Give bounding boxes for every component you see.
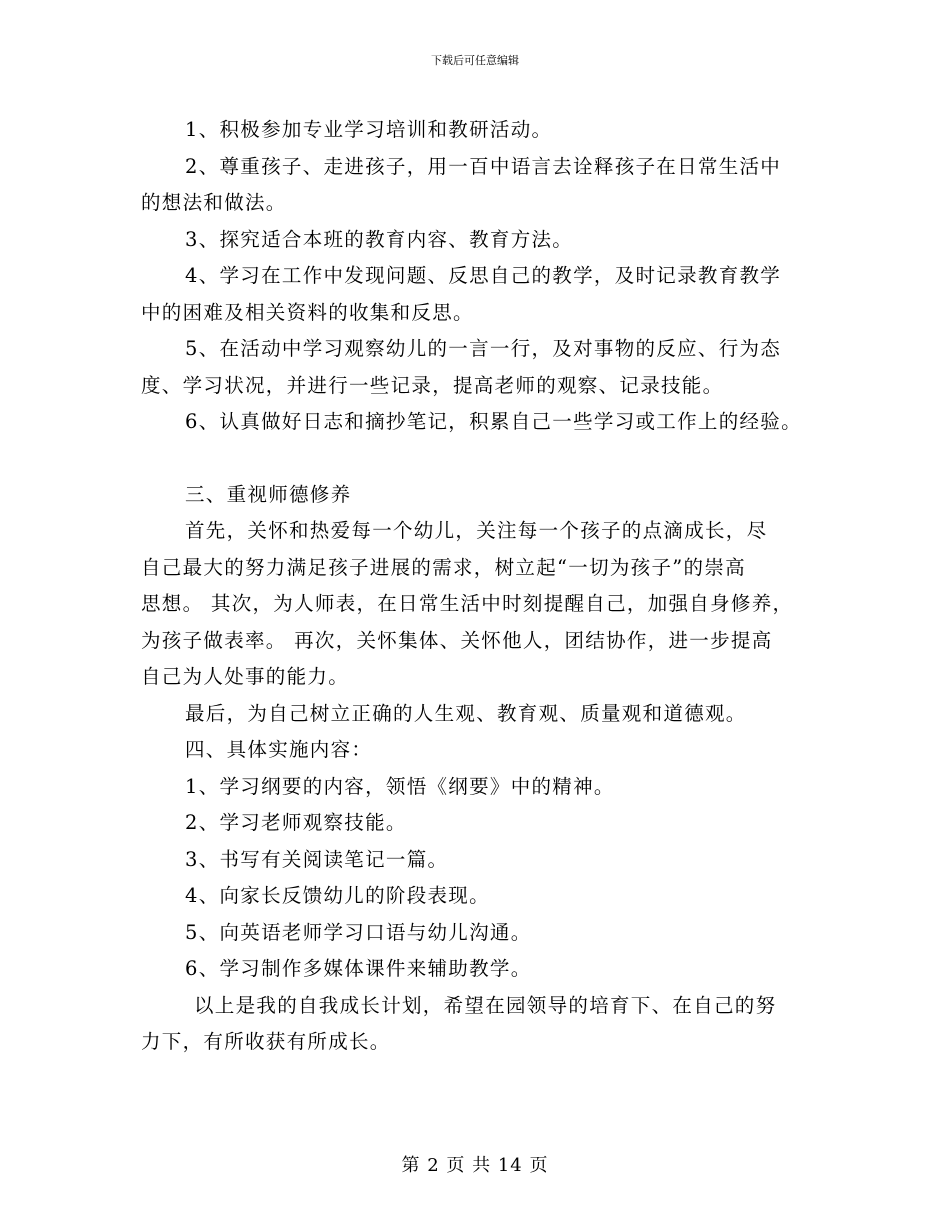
list-item: 1、积极参加专业学习培训和教研活动。 bbox=[185, 118, 553, 141]
paragraph-line: 自己为人处事的能力。 bbox=[141, 665, 350, 688]
page-header: 下载后可任意编辑 bbox=[431, 54, 519, 67]
closing-paragraph: 力下，有所收获有所成长。 bbox=[141, 1030, 391, 1053]
list-item-continuation: 的想法和做法。 bbox=[141, 191, 287, 214]
paragraph-gap bbox=[141, 441, 831, 477]
section-heading: 三、重视师德修养 bbox=[185, 482, 352, 506]
paragraph-line: 自己最大的努力满足孩子进展的需求，树立起“一切为孩子”的崇高 bbox=[141, 555, 746, 579]
list-item-continuation: 中的困难及相关资料的收集和反思。 bbox=[141, 300, 474, 324]
page-number-footer: 第 2 页 共 14 页 bbox=[401, 1155, 549, 1176]
paragraph-line: 最后，为自己树立正确的人生观、教育观、质量观和道德观。 bbox=[185, 701, 747, 725]
document-body bbox=[141, 112, 831, 1061]
paragraph-line: 首先，关怀和热爱每一个幼儿，关注每一个孩子的点滴成长，尽 bbox=[185, 519, 768, 542]
list-item-continuation: 度、学习状况，并进行一些记录，提高老师的观察、记录技能。 bbox=[141, 373, 724, 397]
paragraph-line: 为孩子做表率。 再次，关怀集体、关怀他人，团结协作，进一步提高 bbox=[141, 628, 773, 652]
list-item: 5、向英语老师学习口语与幼儿沟通。 bbox=[185, 920, 532, 944]
list-item: 4、向家长反馈幼儿的阶段表现。 bbox=[185, 884, 490, 907]
list-item: 2、学习老师观察技能。 bbox=[185, 811, 407, 834]
list-item: 4、学习在工作中发现问题、反思自己的教学，及时记录教育教学 bbox=[185, 264, 782, 287]
list-item: 6、认真做好日志和摘抄笔记，积累自己一些学习或工作上的经验。 bbox=[185, 410, 802, 433]
closing-paragraph: 以上是我的自我成长计划，希望在园领导的培育下、在自己的努 bbox=[194, 993, 777, 1017]
section-heading: 四、具体实施内容： bbox=[185, 738, 373, 761]
list-item: 1、学习纲要的内容，领悟《纲要》中的精神。 bbox=[185, 774, 615, 798]
list-item: 3、书写有关阅读笔记一篇。 bbox=[185, 847, 449, 871]
paragraph-line: 思想。 其次，为人师表，在日常生活中时刻提醒自己，加强自身修养， bbox=[141, 592, 794, 615]
list-item: 3、探究适合本班的教育内容、教育方法。 bbox=[185, 227, 574, 251]
list-item: 5、在活动中学习观察幼儿的一言一行，及对事物的反应、行为态 bbox=[185, 337, 782, 360]
list-item: 2、尊重孩子、走进孩子，用一百中语言去诠释孩子在日常生活中 bbox=[185, 154, 782, 178]
list-item: 6、学习制作多媒体课件来辅助教学。 bbox=[185, 957, 532, 980]
